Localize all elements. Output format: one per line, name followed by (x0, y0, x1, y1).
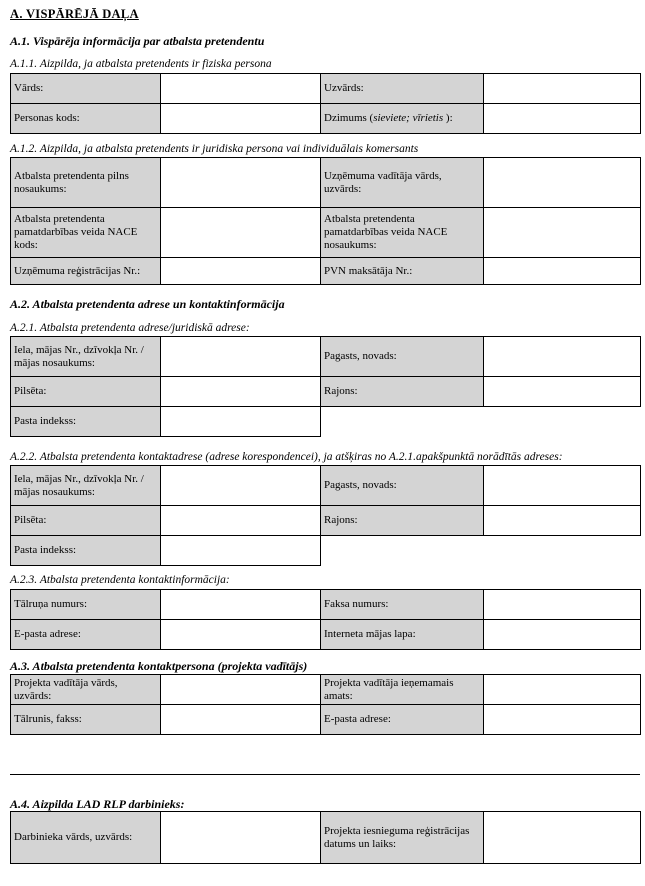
talrunis-fakss-field[interactable] (161, 705, 321, 735)
kontakt-pilseta-label: Pilsēta: (11, 506, 161, 536)
dzimums-field[interactable] (484, 104, 641, 134)
personas-kods-label: Personas kods: (11, 104, 161, 134)
projekta-vaditajs-label: Projekta vadītāja vārds, uzvārds: (11, 675, 161, 705)
amats-field[interactable] (484, 675, 641, 705)
a3-table (10, 674, 641, 735)
pilseta-label: Pilsēta: (11, 377, 161, 407)
iela-field[interactable] (161, 337, 321, 377)
pasta-indekss-field[interactable] (161, 407, 321, 437)
pasta-indekss-label: Pasta indekss: (11, 407, 161, 437)
vards-label: Vārds: (11, 74, 161, 104)
kontakt-pasta-indekss-label: Pasta indekss: (11, 536, 161, 566)
epasts-field[interactable] (161, 620, 321, 650)
epasts-label: E-pasta adrese: (11, 620, 161, 650)
registracijas-nr-field[interactable] (161, 258, 321, 285)
section-a-title: A. VISPĀRĒJĀ DAĻA (10, 7, 139, 21)
pvn-nr-field[interactable] (484, 258, 641, 285)
vards-field[interactable] (161, 74, 321, 104)
vaditaja-epasts-label: E-pasta adrese: (321, 705, 484, 735)
majas-lapa-label: Interneta mājas lapa: (321, 620, 484, 650)
nace-nosaukums-field[interactable] (484, 208, 641, 258)
iela-label: Iela, mājas Nr., dzīvokļa Nr. / mājas nosaukums: (11, 337, 161, 377)
pilseta-field[interactable] (161, 377, 321, 407)
pagasts-label: Pagasts, novads: (321, 337, 484, 377)
vaditaja-epasts-field[interactable] (484, 705, 641, 735)
kontakt-pilseta-field[interactable] (161, 506, 321, 536)
nace-nosaukums-label: Atbalsta pretendenta pamatdarbības veida NACE nosaukums: (321, 208, 484, 258)
a3-title: A.3. Atbalsta pretendenta kontaktpersona (projekta vadītājs) (10, 659, 308, 673)
dzimums-label-text: Dzimums ( (324, 112, 374, 124)
registracijas-nr-label: Uzņēmuma reģistrācijas Nr.: (11, 258, 161, 285)
nace-kods-label: Atbalsta pretendenta pamatdarbības veida NACE kods: (11, 208, 161, 258)
a1-title: A.1. Vispārēja informācija par atbalsta pretendentu (10, 34, 265, 48)
uznemuma-vaditajs-label: Uzņēmuma vadītāja vārds, uzvārds: (321, 158, 484, 208)
a2-1-table (10, 336, 641, 437)
pagasts-field[interactable] (484, 337, 641, 377)
a4-table (10, 811, 641, 864)
pilns-nosaukums-field[interactable] (161, 158, 321, 208)
section-divider (10, 774, 640, 775)
darbinieka-vards-label: Darbinieka vārds, uzvārds: (11, 812, 161, 864)
kontakt-pagasts-label: Pagasts, novads: (321, 466, 484, 506)
projekta-vaditajs-field[interactable] (161, 675, 321, 705)
a2-title: A.2. Atbalsta pretendenta adrese un kontaktinformācija (10, 297, 285, 311)
registracijas-datums-field[interactable] (484, 812, 641, 864)
a4-title: A.4. Aizpilda LAD RLP darbinieks: (10, 797, 185, 811)
pilns-nosaukums-label: Atbalsta pretendenta pilns nosaukums: (11, 158, 161, 208)
a2-2-subtitle: A.2.2. Atbalsta pretendenta kontaktadrese (adrese korespondencei), ja atšķiras no A.2.1.apakšpunktā norādītās adreses: (10, 451, 563, 463)
talrunis-fakss-label: Tālrunis, fakss: (11, 705, 161, 735)
majas-lapa-field[interactable] (484, 620, 641, 650)
uzvards-label: Uzvārds: (321, 74, 484, 104)
talrunis-field[interactable] (161, 590, 321, 620)
nace-kods-field[interactable] (161, 208, 321, 258)
a1-1-table (10, 73, 641, 134)
kontakt-iela-field[interactable] (161, 466, 321, 506)
dzimums-label (321, 104, 484, 134)
kontakt-rajons-field[interactable] (484, 506, 641, 536)
dzimums-options: sieviete; vīrietis (373, 112, 444, 124)
kontakt-pagasts-field[interactable] (484, 466, 641, 506)
kontakt-pasta-indekss-field[interactable] (161, 536, 321, 566)
a1-1-subtitle: A.1.1. Aizpilda, ja atbalsta pretendents ir fiziska persona (10, 58, 272, 70)
amats-label: Projekta vadītāja ieņemamais amats: (321, 675, 484, 705)
dzimums-label-end: ): (443, 112, 453, 124)
rajons-field[interactable] (484, 377, 641, 407)
fakss-label: Faksa numurs: (321, 590, 484, 620)
uzvards-field[interactable] (484, 74, 641, 104)
registracijas-datums-label: Projekta iesnieguma reģistrācijas datums un laiks: (321, 812, 484, 864)
uznemuma-vaditajs-field[interactable] (484, 158, 641, 208)
a2-3-table (10, 589, 641, 650)
personas-kods-field[interactable] (161, 104, 321, 134)
fakss-field[interactable] (484, 590, 641, 620)
rajons-label: Rajons: (321, 377, 484, 407)
kontakt-iela-label: Iela, mājas Nr., dzīvokļa Nr. / mājas nosaukums: (11, 466, 161, 506)
kontakt-rajons-label: Rajons: (321, 506, 484, 536)
darbinieka-vards-field[interactable] (161, 812, 321, 864)
talrunis-label: Tālruņa numurs: (11, 590, 161, 620)
a2-2-table (10, 465, 641, 566)
a1-2-table (10, 157, 641, 285)
a1-2-subtitle: A.1.2. Aizpilda, ja atbalsta pretendents ir juridiska persona vai individuālais komersants (10, 143, 419, 155)
a2-1-subtitle: A.2.1. Atbalsta pretendenta adrese/juridiskā adrese: (10, 322, 250, 334)
pvn-nr-label: PVN maksātāja Nr.: (321, 258, 484, 285)
a2-3-subtitle: A.2.3. Atbalsta pretendenta kontaktinformācija: (10, 574, 230, 586)
